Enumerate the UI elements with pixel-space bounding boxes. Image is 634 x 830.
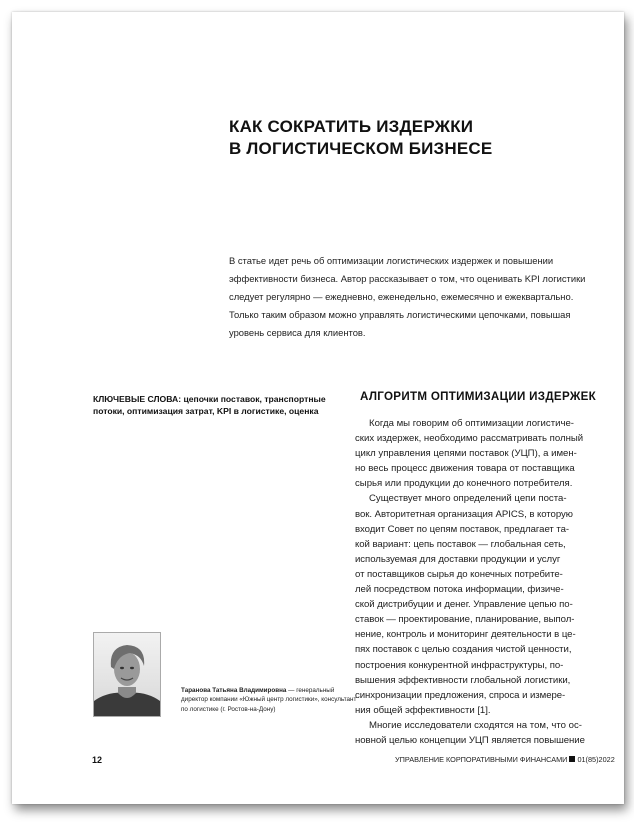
body-text-line: кой вариант: цепь поставок — глобальная сеть, bbox=[355, 538, 566, 550]
page-number: 12 bbox=[92, 755, 103, 765]
author-photo bbox=[93, 632, 161, 717]
title-line-1: КАК СОКРАТИТЬ ИЗДЕРЖКИ bbox=[229, 117, 474, 136]
article-title bbox=[229, 116, 492, 160]
body-text-line: входит Совет по цепям поставок, предлагает та- bbox=[355, 523, 570, 535]
author-name: Таранова Татьяна Владимировна bbox=[181, 687, 287, 694]
journal-title: УПРАВЛЕНИЕ КОРПОРАТИВНЫМИ ФИНАНСАМИ bbox=[395, 755, 568, 764]
body-text-line: Существует много определений цепи поста- bbox=[369, 493, 567, 505]
body-text-line: ской дистрибуции и денег. Управление цепью по- bbox=[355, 599, 573, 611]
body-text-line: новной целью концепции УЦП является повышение bbox=[355, 734, 585, 746]
square-separator-icon bbox=[569, 756, 575, 762]
body-text-line: используемая для доставки продукции и услуг bbox=[355, 553, 561, 565]
body-text-line: ставок — проектирование, планирование, выпол- bbox=[355, 614, 575, 626]
body-text-line: но весь процесс движения товара от поставщика bbox=[355, 463, 575, 475]
author-portrait-image bbox=[94, 633, 160, 716]
running-footer bbox=[395, 755, 615, 764]
page-sheet bbox=[12, 12, 624, 804]
body-text-line: вок. Авторитетная организация APICS, в которую bbox=[355, 508, 573, 520]
section-heading: АЛГОРИТМ ОПТИМИЗАЦИИ ИЗДЕРЖЕК bbox=[360, 390, 597, 403]
keywords-block bbox=[93, 393, 338, 417]
body-text-line: построения конкурентной инфраструктуры, по- bbox=[355, 659, 564, 671]
body-text-column bbox=[355, 416, 605, 748]
body-text-line: Когда мы говорим об оптимизации логистиче- bbox=[369, 418, 574, 429]
body-text-line: синхронизации предложения, спроса и измере- bbox=[355, 689, 566, 701]
article-abstract: В статье идет речь об оптимизации логистических издержек и повышении эффективности бизнеса. Автор рассказывает о том, что оценивать KPI логистики следует регулярно — ежедневно, еженедельно, ежемесячно и ежеквартально. Только таким образом можно управлять логистическими цепочками, повышая уровень сервиса для клиентов. bbox=[229, 255, 586, 338]
body-text-line: ских издержек, необходимо рассматривать полный bbox=[355, 433, 584, 445]
title-line-2: В ЛОГИСТИЧЕСКОМ БИЗНЕСЕ bbox=[229, 139, 493, 158]
author-bio bbox=[181, 686, 361, 714]
body-text-line: лей посредством потока информации, физиче- bbox=[355, 584, 564, 596]
keywords-label: КЛЮЧЕВЫЕ СЛОВА: bbox=[93, 394, 182, 404]
keywords-text: цепочки поставок, транспортные потоки, оптимизация затрат, KPI в логистике, оценка bbox=[93, 394, 326, 416]
body-text-line: ния общей эффективности [1]. bbox=[355, 704, 491, 716]
issue-number: 01(85)2022 bbox=[577, 755, 615, 764]
body-text-line: цикл управления цепями поставок (УЦП), а имен- bbox=[355, 448, 577, 460]
author-description: — генеральный директор компании «Южный центр логистики», консультант по логистике (г. Ростов-на-Дону) bbox=[181, 687, 357, 713]
body-text-line: вышения эффективности глобальной логистики, bbox=[355, 674, 571, 686]
body-text-line: нение, контроль и мониторинг деятельности в це- bbox=[355, 629, 576, 641]
body-text-line: Многие исследователи сходятся на том, что ос- bbox=[369, 719, 582, 731]
body-text-line: от поставщиков сырья до конечных потребите- bbox=[355, 568, 563, 580]
body-text-line: сырья или продукции до конечного потребителя. bbox=[355, 478, 573, 490]
body-text-line: пях поставок с целью создания чистой ценности, bbox=[355, 644, 572, 656]
